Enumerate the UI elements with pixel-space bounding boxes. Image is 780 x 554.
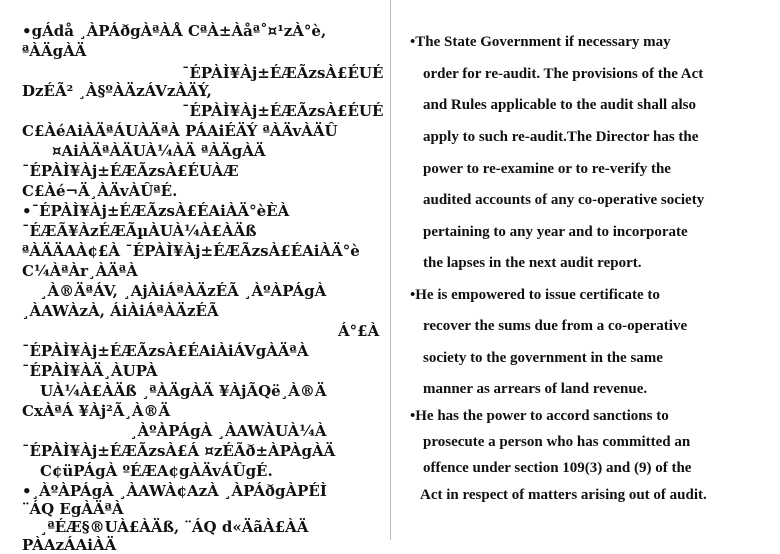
kannada-line: ªÀÄÄAÀ¢£À ¯ÉPÀÌ¥Àj±ÉÆÃzsÀ£ÉAiÀÄ°è xyxy=(22,242,360,260)
english-line: prosecute a person who has committed an xyxy=(423,434,691,450)
kannada-line: C¼ÀªÀr¸ÀÄªÀ xyxy=(22,262,138,280)
kannada-line: ¯ÉPÀÌ¥Àj±ÉÆÃzsÀ£ÉUÉ xyxy=(182,64,384,82)
english-line: offence under section 109(3) and (9) of the xyxy=(423,460,692,476)
kannada-line: Á°£À xyxy=(338,322,380,340)
english-line: The State Government if necessary may xyxy=(415,34,671,50)
kannada-line: ¯ÉPÀÌ¥Àj±ÉÆÃzsÀ£Á ¤zÉÃð±ÀPÀgÀÄ xyxy=(22,442,336,460)
english-line: society to the government in the same xyxy=(423,350,663,366)
kannada-line: •¸ÀºÀPÁgÀ ¸ÀAWÀ¢AzÀ ¸ÀPÁðgÀPÉÌ xyxy=(22,482,327,500)
kannada-line: C£Àé¬Ä¸ÀÄvÀÛªÉ. xyxy=(22,182,178,200)
english-line: pertaining to any year and to incorporate xyxy=(423,224,688,240)
english-line: the lapses in the next audit report. xyxy=(423,255,642,271)
english-line: order for re-audit. The provisions of the Act xyxy=(423,66,704,82)
kannada-line: ¯ÉPÀÌ¥Àj±ÉÆÃzsÀ£ÉUÀÆ xyxy=(22,162,239,180)
kannada-line: ªÀÄgÀÄ xyxy=(22,42,87,60)
bullet-marker: • xyxy=(410,34,416,50)
kannada-line: ¯ÉPÀÌ¥Àj±ÉÆÃzsÀ£ÉUÉ xyxy=(182,102,384,120)
kannada-line: •¯ÉPÀÌ¥Àj±ÉÆÃzsÀ£ÉAiÀÄ°èÈÀ xyxy=(22,202,290,220)
kannada-line: ¸ÀAWÀzÀ, ÁiÀiÁªÀÄzÉÃ xyxy=(22,302,219,320)
kannada-line: DzÉÃ² ¸À§ºÀÄzÁVzÀÄÝ, xyxy=(22,82,212,100)
kannada-column xyxy=(0,0,384,554)
kannada-line: PÀAzÁAiÀÄ xyxy=(22,536,117,554)
column-divider xyxy=(390,0,391,540)
kannada-line: ¸ªÉÆ§®UÀ£ÀÄß, ¨ÁQ d«ÄãÀ£ÀÄ xyxy=(40,518,309,536)
kannada-line: C¢üPÁgÀ ºÉÆA¢gÀÄvÁÛgÉ. xyxy=(40,462,273,480)
kannada-line: •gÁdå ¸ÀPÁðgÀªÀÅ CªÀ±Àåª˚¤¹zÀ°è, xyxy=(22,22,327,40)
english-line: power to re-examine or to re-verify the xyxy=(423,161,671,177)
english-line: manner as arrears of land revenue. xyxy=(423,381,648,397)
bullet-marker: • xyxy=(410,287,416,303)
kannada-line: UÀ¼À£ÀÄß ¸ªÀÄgÀÄ ¥ÀjÃQë¸À®Ä xyxy=(40,382,327,400)
english-line: He has the power to accord sanctions to xyxy=(415,408,669,424)
bullet-point xyxy=(410,408,669,425)
bullet-point xyxy=(410,34,671,51)
bullet-point xyxy=(410,287,660,304)
kannada-line: ¸ÀºÀPÁgÀ ¸ÀAWÀUÀ¼À xyxy=(130,422,327,440)
kannada-line: C£ÀéAiÀÄªÁUÀÄªÀ PÁAiÉÄÝ ªÀÄvÀÄÛ xyxy=(22,122,338,140)
kannada-line: ¤AiÀÄªÀÄUÀ¼ÀÄ ªÀÄgÀÄ xyxy=(52,142,266,160)
bullet-marker: • xyxy=(410,408,416,424)
english-column xyxy=(400,0,780,540)
kannada-line: CxÀªÁ ¥Àj²Ã¸À®Ä xyxy=(22,402,171,420)
kannada-line: ¸À®ÄªÁV, ¸AjÀiÁªÀÄzÉÃ ¸ÀºÀPÁgÀ xyxy=(40,282,327,300)
kannada-line: ¨ÁQ EgÀÄªÀ xyxy=(22,500,124,518)
kannada-line: ¯ÉPÀÌ¥ÀÄ¸ÀUPÀ xyxy=(22,362,158,380)
english-line: audited accounts of any co-operative society xyxy=(423,192,705,208)
english-line: recover the sums due from a co-operative xyxy=(423,318,688,334)
kannada-line: ¯ÉÆÃ¥ÀzÉÆÃµÀUÀ¼À£ÀÄß xyxy=(22,222,257,240)
english-line: He is empowered to issue certificate to xyxy=(415,287,660,303)
kannada-line: ¯ÉPÀÌ¥Àj±ÉÆÃzsÀ£ÉAiÀiÁVgÀÄªÀ xyxy=(22,342,309,360)
english-line: and Rules applicable to the audit shall also xyxy=(423,97,696,113)
english-line: apply to such re-audit.The Director has the xyxy=(423,129,699,145)
english-line: Act in respect of matters arising out of audit. xyxy=(420,487,707,503)
